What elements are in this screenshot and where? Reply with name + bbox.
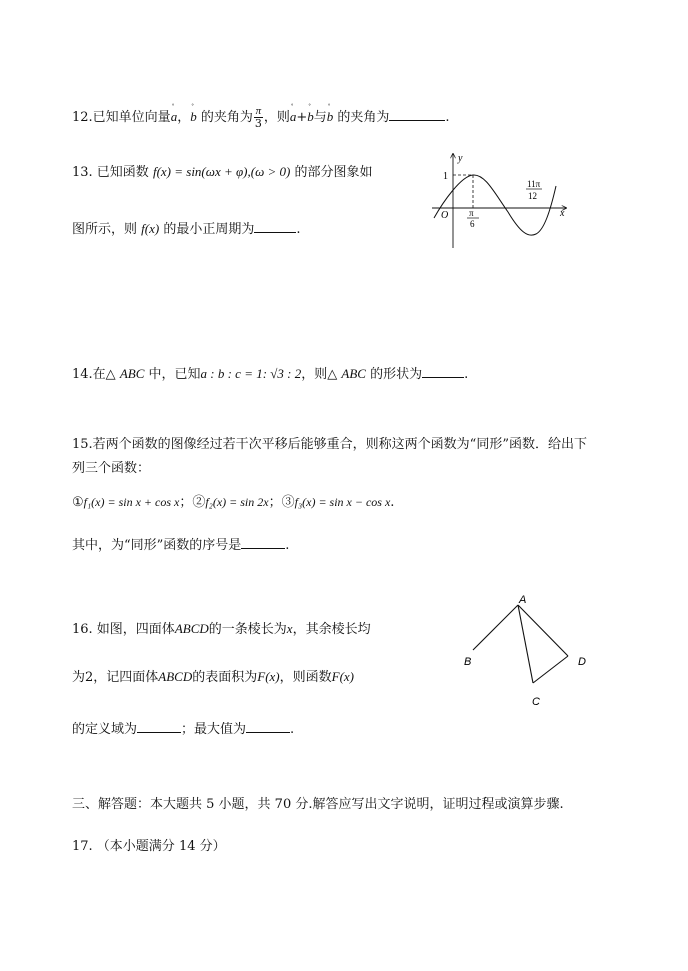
q13-function: f(x) = sin(ωx + φ),(ω > 0) xyxy=(152,164,291,179)
q14-mid1: 中，已知 xyxy=(144,367,201,382)
answer-blank-13 xyxy=(254,219,296,233)
question-16-line-2 xyxy=(72,668,354,687)
q16-line2-c: ，则函数 xyxy=(279,670,332,685)
q13-line2-a: 图所示，则 xyxy=(72,222,142,237)
q15-line4: 其中，为“同形”函数的序号是 xyxy=(72,538,242,553)
question-12 xyxy=(72,106,450,129)
function-Fx-2: F(x) xyxy=(331,669,355,684)
q16-line2-b: 的表面积为 xyxy=(192,670,258,685)
function-f1: f₁(x) = sin x + cos x xyxy=(83,495,180,509)
q14-lead: 14.在△ xyxy=(72,367,120,382)
q12-lead: 12.已知单位向量 xyxy=(72,110,171,125)
vertex-D-label: D xyxy=(578,656,586,668)
q13-line2-b: 的最小正周期为 xyxy=(159,222,255,237)
edge-AC xyxy=(518,605,533,683)
vector-b-3: ˚ b xyxy=(327,108,334,126)
question-16-line-1 xyxy=(72,620,371,639)
q16-mid1: 的一条棱长为 xyxy=(208,622,287,637)
question-14 xyxy=(72,364,468,384)
function-f3: f₃(x) = sin x − cos x xyxy=(294,495,391,509)
q12-comma: ， xyxy=(177,110,191,125)
vector-b: ˚ b xyxy=(190,108,197,126)
question-13-line-2 xyxy=(72,219,300,239)
answer-blank-16-domain xyxy=(137,719,181,733)
answer-blank-14 xyxy=(422,364,464,378)
q15-period-2: . xyxy=(285,538,290,553)
vector-a: ˚ a xyxy=(171,108,178,126)
q12-period: . xyxy=(445,110,450,125)
edge-CD xyxy=(533,656,568,683)
question-17 xyxy=(72,838,226,856)
answer-blank-16-max xyxy=(246,719,290,733)
vector-a-2: ˚ a xyxy=(290,108,297,126)
graph-pi-6-den: 6 xyxy=(470,219,475,229)
graph-pi-6-num: π xyxy=(469,208,474,218)
q15-circle-3: ；③ xyxy=(268,495,295,510)
graph-origin-label: O xyxy=(441,210,449,221)
edge-x: x xyxy=(286,621,293,636)
q16-line2-a: 为2，记四面体 xyxy=(72,670,159,685)
section-3-heading xyxy=(72,796,564,814)
graph-11pi-12-num: 11π xyxy=(527,179,541,189)
graph-x-label: x xyxy=(560,208,565,219)
function-Fx: F(x) xyxy=(257,669,280,684)
question-16-line-3 xyxy=(72,719,294,739)
answer-blank-15 xyxy=(241,535,285,549)
q14-period: . xyxy=(464,367,469,382)
function-f2: f₂(x) = sin 2x xyxy=(205,495,269,509)
q16-lead: 16. 如图，四面体 xyxy=(72,622,175,637)
fraction-numerator: π xyxy=(255,105,262,117)
q15-line1: 15.若两个函数的图像经过若干次平移后能够重合，则称这两个函数为“同形”函数．给出下 xyxy=(72,437,587,452)
triangle-abc: ABC xyxy=(119,366,145,381)
vector-b-2: ˚ b xyxy=(307,108,314,126)
vertex-A-label: A xyxy=(519,594,527,606)
q16-period: . xyxy=(290,722,295,737)
q13-period: . xyxy=(296,222,301,237)
q13-tail: 的部分图象如 xyxy=(290,165,373,180)
q12-plus: + xyxy=(296,110,308,125)
question-13-line-1 xyxy=(72,163,373,182)
q12-text-1: 的夹角为 xyxy=(196,110,253,125)
graph-y-label: y xyxy=(458,153,463,164)
q12-text-4: 的夹角为 xyxy=(333,110,390,125)
triangle-abc-2: ABC xyxy=(341,366,366,381)
section-3-title: 三、解答题：本大题共 5 小题，共 70 分.解答应写出文字说明，证明过程或演算步骤. xyxy=(72,797,564,812)
edge-AD xyxy=(518,605,568,656)
q15-circle-2: ；② xyxy=(179,495,206,510)
q17-label: 17. （本小题满分 14 分） xyxy=(72,839,226,854)
question-15-line-2 xyxy=(72,460,150,478)
vertex-B-label: B xyxy=(464,656,472,668)
answer-blank-12 xyxy=(389,107,445,121)
q16-line3-b: ；最大值为 xyxy=(181,722,247,737)
q14-mid2: ，则△ xyxy=(301,367,342,382)
fraction-denominator: 3 xyxy=(254,117,262,130)
fraction-pi-over-3 xyxy=(254,106,263,129)
q12-text-3: 与 xyxy=(313,110,327,125)
edge-AB xyxy=(473,605,518,650)
vertex-C-label: C xyxy=(532,696,540,708)
q16-line3-a: 的定义域为 xyxy=(72,722,138,737)
q13-fx: f(x) xyxy=(141,221,160,236)
q14-tail: 的形状为 xyxy=(365,367,423,382)
q15-line2: 列三个函数： xyxy=(72,461,151,476)
graph-11pi-12-den: 12 xyxy=(528,191,537,201)
q12-text-2: ，则 xyxy=(263,110,290,125)
tetra-abcd: ABCD xyxy=(174,621,209,636)
graph-one-label: 1 xyxy=(443,171,448,182)
question-15-line-4 xyxy=(72,535,289,555)
tetra-abcd-2: ABCD xyxy=(158,669,193,684)
tetrahedron-figure xyxy=(455,588,595,713)
q16-tail1: ，其余棱长均 xyxy=(292,622,371,637)
q15-circle-1: ① xyxy=(72,495,84,510)
q13-lead: 13. 已知函数 xyxy=(72,165,153,180)
q15-period-1: . xyxy=(390,495,395,510)
side-ratio: a : b : c = 1: √3 : 2 xyxy=(200,366,302,381)
question-15-line-1 xyxy=(72,436,587,454)
sine-graph xyxy=(428,150,572,250)
question-15-functions xyxy=(72,493,394,512)
